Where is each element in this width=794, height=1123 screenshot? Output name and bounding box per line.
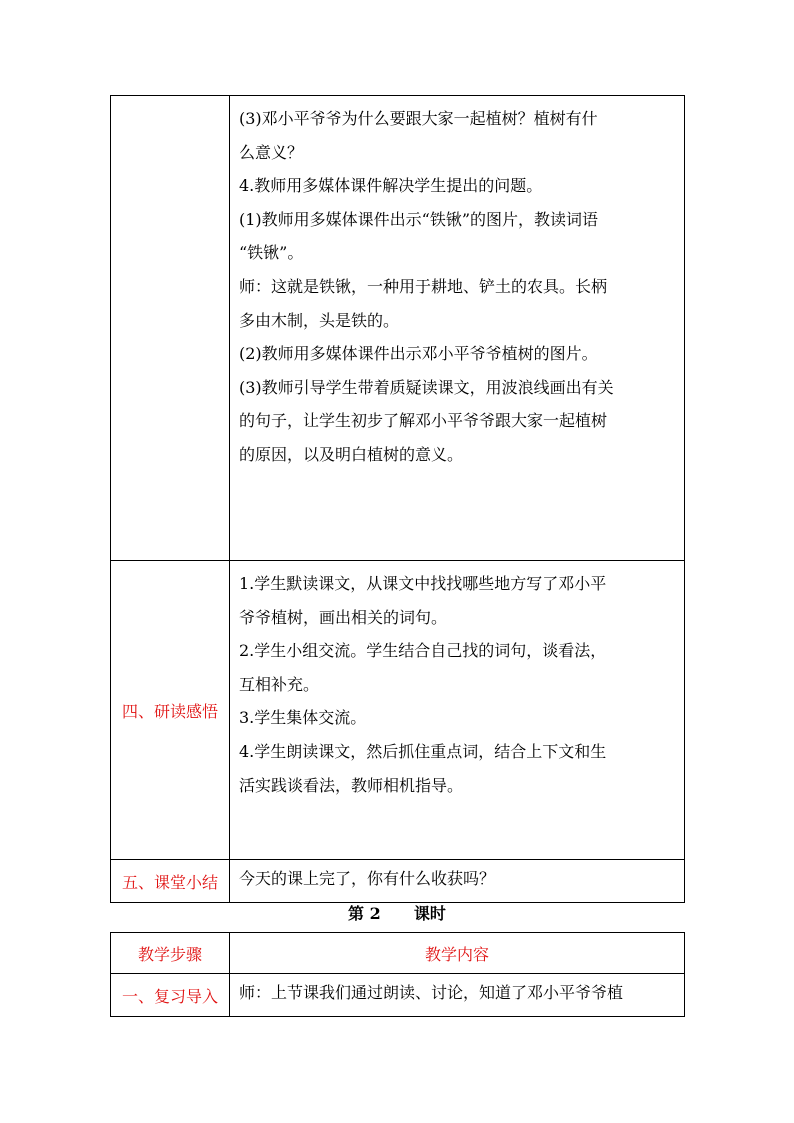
lesson-table-1 <box>110 95 685 903</box>
lesson-table-2 <box>110 932 685 1017</box>
content-line: “铁锹”。 <box>239 243 304 263</box>
table-header-row <box>111 933 685 974</box>
content-line: 4.教师用多媒体课件解决学生提出的问题。 <box>239 176 543 196</box>
content-cell <box>230 96 685 561</box>
content-line: 的原因，以及明白植树的意义。 <box>239 444 464 464</box>
content-line: 4.学生朗读课文，然后抓住重点词，结合上下文和生 <box>239 741 607 761</box>
content-line: 2.学生小组交流。学生结合自己找的词句，谈看法， <box>239 641 607 661</box>
table-row <box>111 561 685 860</box>
content-line: 师：这就是铁锹，一种用于耕地、铲土的农具。长柄 <box>239 276 608 296</box>
table-row <box>111 96 685 561</box>
table-row <box>111 860 685 903</box>
step-cell <box>111 96 230 561</box>
content-line: 活实践谈看法，教师相机指导。 <box>239 775 464 795</box>
content-line: (3)邓小平爷爷为什么要跟大家一起植树？植树有什 <box>239 109 598 128</box>
content-line: 1.学生默读课文，从课文中找找哪些地方写了邓小平 <box>239 574 607 593</box>
lesson-number: 第 2 <box>348 904 381 923</box>
content-line: 3.学生集体交流。 <box>239 708 367 728</box>
header-content-cell: 教学内容 <box>230 933 685 974</box>
content-line: 么意义？ <box>239 142 304 162</box>
content-cell <box>230 561 685 860</box>
content-cell <box>230 974 685 1017</box>
step-cell: 五、课堂小结 <box>111 860 230 903</box>
lesson-unit: 课时 <box>413 904 446 923</box>
lesson-title <box>0 902 794 926</box>
step-cell: 四、研读感悟 <box>111 561 230 860</box>
content-line: 多由木制，头是铁的。 <box>239 310 400 330</box>
table-row <box>111 974 685 1017</box>
content-cell <box>230 860 685 903</box>
content-line: 今天的课上完了，你有什么收获吗？ <box>239 869 496 888</box>
content-line: 师：上节课我们通过朗读、讨论，知道了邓小平爷爷植 <box>239 983 624 1002</box>
content-line: 爷爷植树，画出相关的词句。 <box>239 607 448 627</box>
step-cell: 一、复习导入 <box>111 974 230 1017</box>
content-line: (2)教师用多媒体课件出示邓小平爷爷植树的图片。 <box>239 344 598 364</box>
content-line: (1)教师用多媒体课件出示“铁锹”的图片，教读词语 <box>239 209 599 229</box>
content-line: 的句子，让学生初步了解邓小平爷爷跟大家一起植树 <box>239 411 608 431</box>
content-line: 互相补充。 <box>239 674 320 694</box>
content-line: (3)教师引导学生带着质疑读课文，用波浪线画出有关 <box>239 377 614 397</box>
header-step-cell: 教学步骤 <box>111 933 230 974</box>
